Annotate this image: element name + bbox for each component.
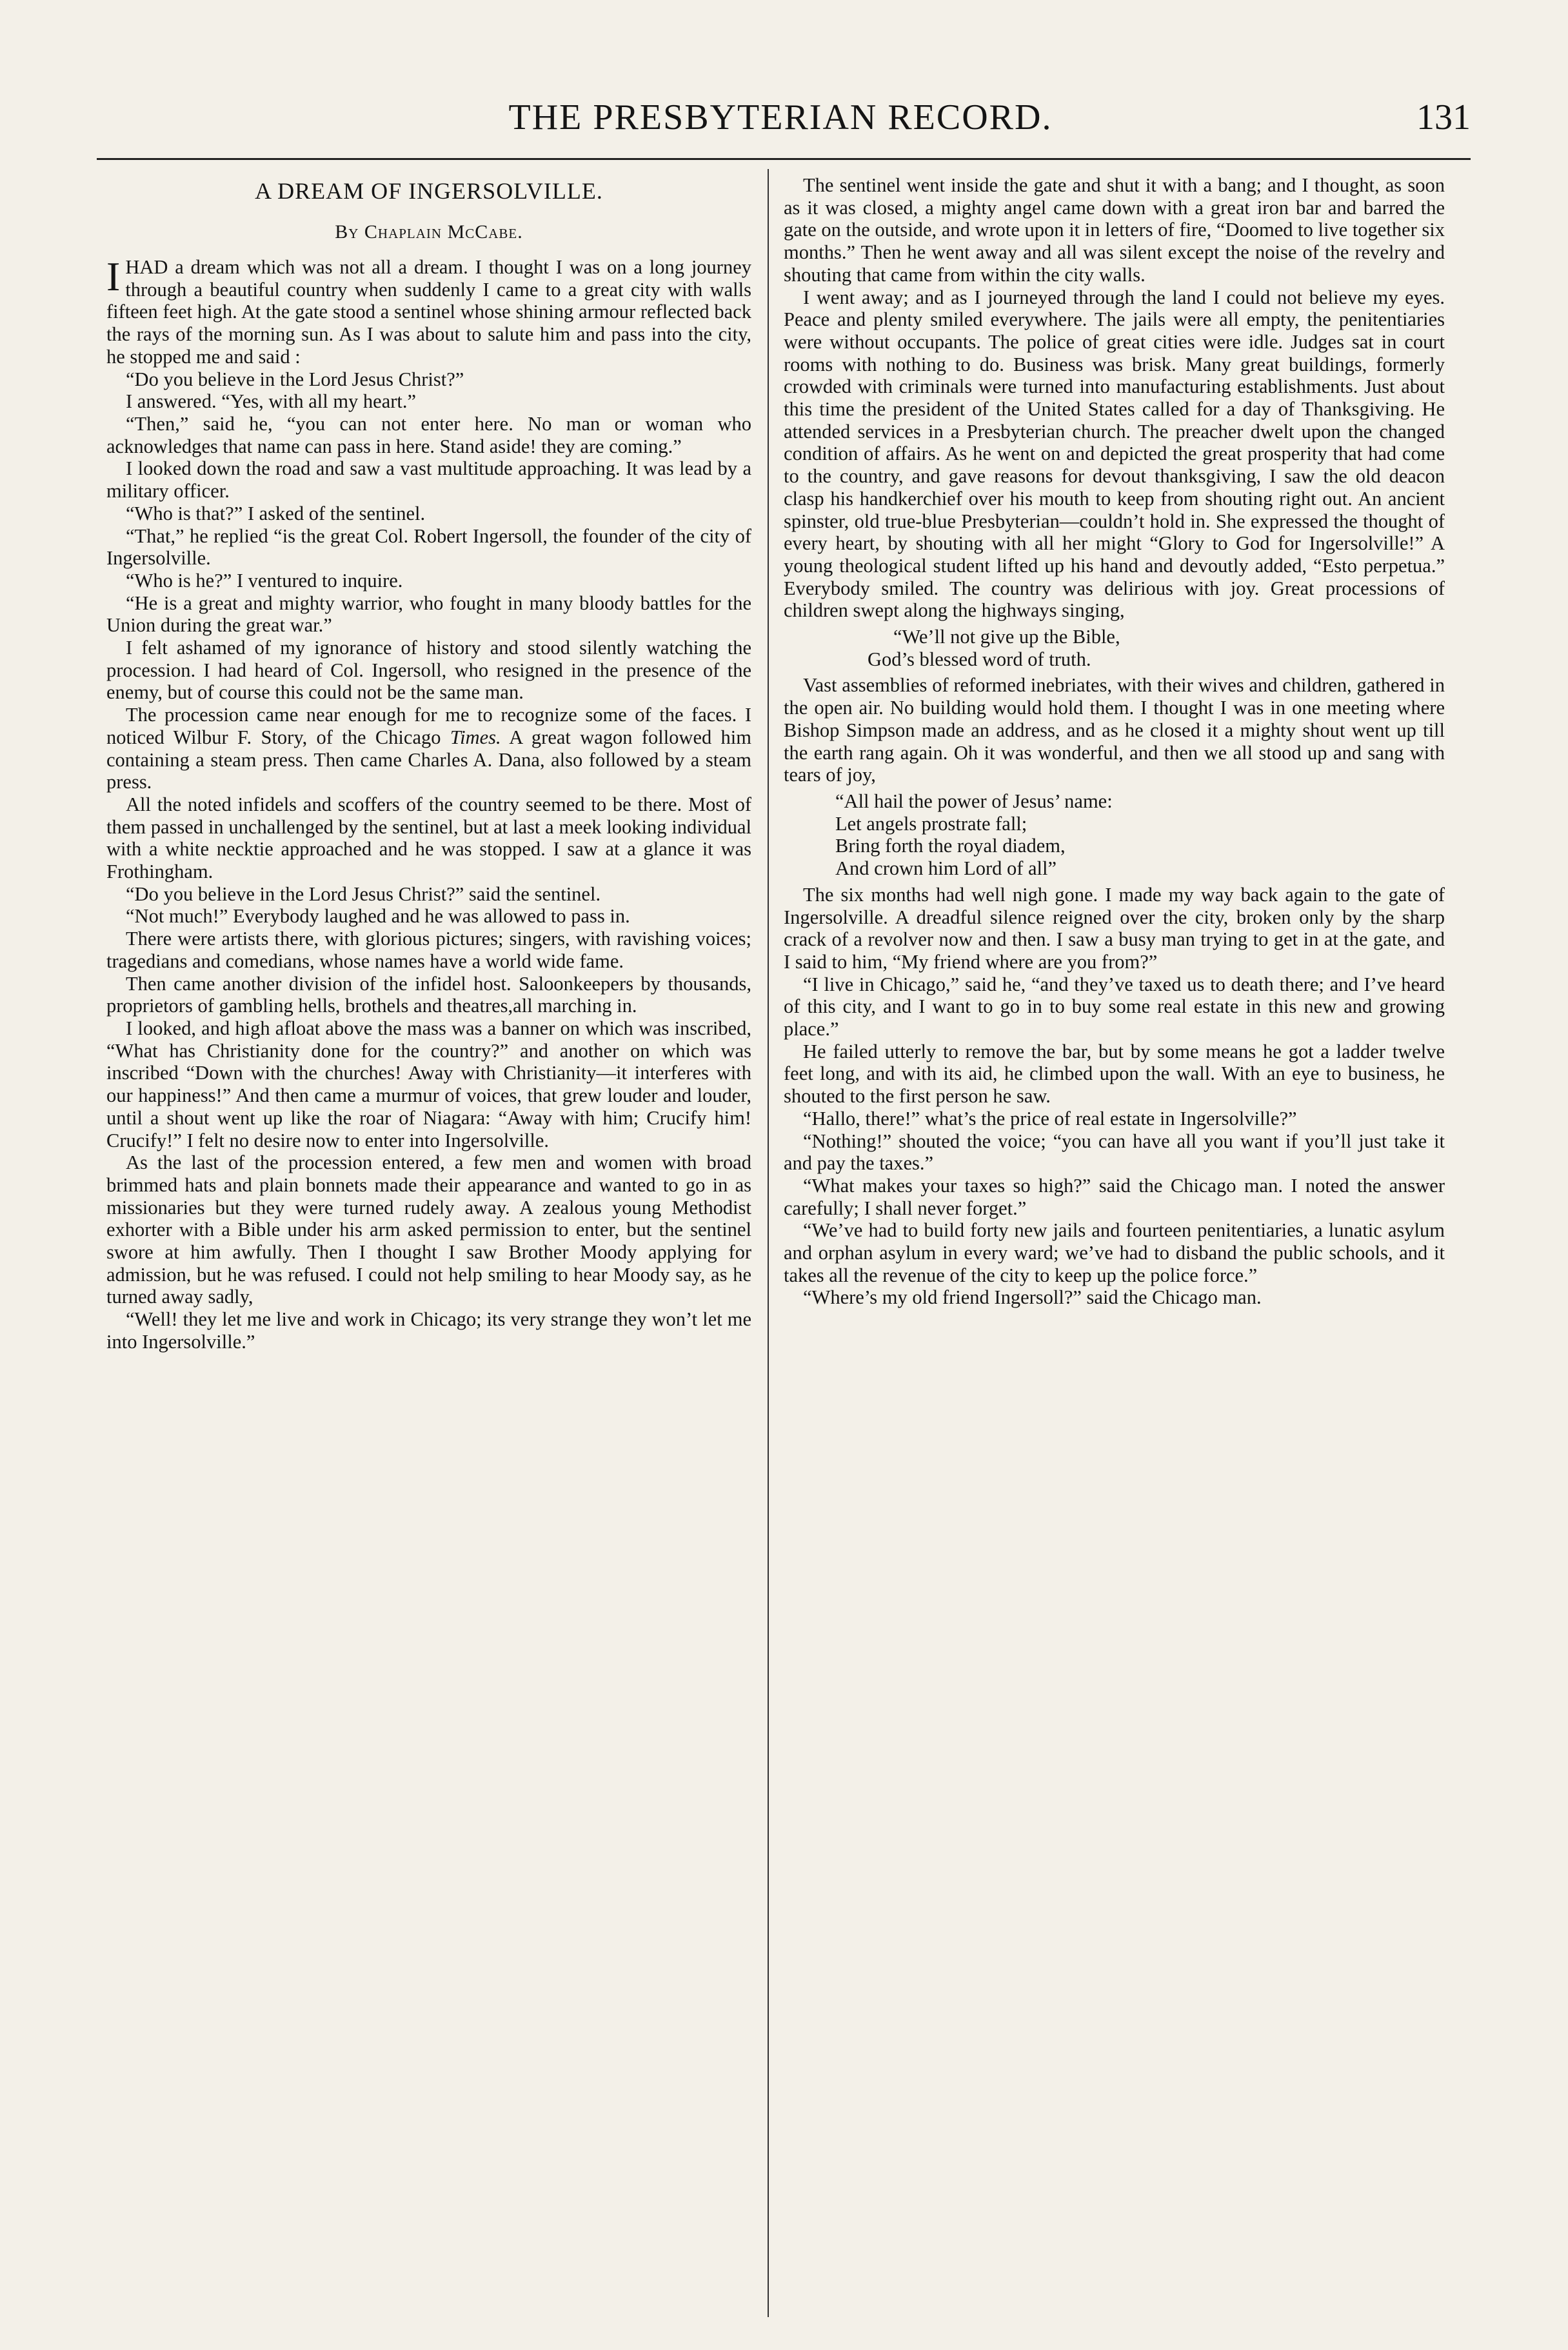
verse	[784, 790, 1445, 880]
paragraph: “He is a great and mighty warrior, who fought in many bloody battles for the Union during the great war.”	[106, 592, 751, 637]
paragraph: There were artists there, with glorious pictures; singers, with ravishing voices; tragedians and comedians, whose names have a world wide fame.	[106, 928, 751, 972]
verse-line: And crown him Lord of all”	[835, 857, 1057, 880]
article-byline: By Chaplain McCabe.	[335, 221, 523, 243]
paragraph: Vast assemblies of reformed inebriates, with their wives and children, gathered in the open air. No building would hold them. I thought I was in one meeting where Bishop Simpson made an address, and as he closed it a mighty shout went up till the earth rang again. Oh it was wonderful, and then we all stood up and sang with tears of joy,	[784, 674, 1445, 786]
paragraph: I answered. “Yes, with all my heart.”	[126, 390, 417, 413]
paragraph: “Do you believe in the Lord Jesus Christ?”	[126, 368, 464, 390]
paragraph: “What makes your taxes so high?” said the Chicago man. I noted the answer carefully; I shall never forget.”	[784, 1174, 1445, 1219]
page-header	[90, 97, 1471, 142]
paragraph: I looked down the road and saw a vast multitude approaching. It was lead by a military officer.	[106, 457, 751, 503]
paragraph: I felt ashamed of my ignorance of history and stood silently watching the procession. I had heard of Col. Ingersoll, who resigned in the presence of the enemy, but of course this could not be the same man.	[106, 637, 751, 704]
paragraph: IHAD a dream which was not all a dream. I thought I was on a long journey through a beautiful country when suddenly I came to a great city with walls fifteen feet high. At the gate stood a sentinel whose shining armour reflected back the rays of the morning sun. As I was about to salute him and pass into the city, he stopped me and said :	[106, 254, 751, 368]
drop-cap: I	[106, 254, 121, 300]
left-column	[106, 174, 751, 2316]
paragraph: As the last of the procession entered, a few men and women with broad brimmed hats and plain bonnets made their appearance and wanted to go in as missionaries but they were turned rudely away. A zealous young Methodist exhorter with a Bible under his arm asked permission to enter, but the sentinel swore at him awfully. Then I thought I saw Brother Moody applying for admission, but he was refused. I could not help smiling to hear Moody say, as he turned away sadly,	[106, 1151, 751, 1308]
paragraph: “That,” he replied “is the great Col. Robert Ingersoll, the founder of the city of Ingersolville.	[106, 524, 751, 570]
paragraph: “Well! they let me live and work in Chicago; its very strange they won’t let me into Ingersolville.”	[106, 1308, 751, 1353]
verse-line: “All hail the power of Jesus’ name:	[835, 790, 1113, 812]
paragraph: “We’ve had to build forty new jails and fourteen penitentiaries, a lunatic asylum and orphan asylum in every ward; we’ve had to disband the public schools, and it takes all the revenue of the city to keep up the police force.”	[784, 1219, 1445, 1286]
paragraph: Then came another division of the infidel host. Saloonkeepers by thousands, proprietors of gambling hells, brothels and theatres,all marching in.	[106, 972, 751, 1017]
paragraph: “Where’s my old friend Ingersoll?” said the Chicago man.	[803, 1286, 1262, 1309]
paragraph: The sentinel went inside the gate and shut it with a bang; and I thought, as soon as it was closed, a mighty angel came down with a great iron bar and barred the gate on the outside, and wrote upon it in letters of fire, “Doomed to live together six months.” Then he went away and all was silent except the noise of the revelry and shouting that came from within the city walls.	[784, 174, 1445, 286]
verse-line: Let angels prostrate fall;	[835, 812, 1027, 835]
page-number: 131	[1416, 97, 1471, 137]
right-column	[784, 174, 1445, 2316]
verse-line: “We’ll not give up the Bible,	[893, 626, 1120, 648]
paragraph: All the noted infidels and scoffers of the country seemed to be there. Most of them passed in unchallenged by the sentinel, but at last a meek looking individual with a white necktie approached and he was stopped. I saw at a glance it was Frothingham.	[106, 793, 751, 883]
verse-line: God’s blessed word of truth.	[868, 648, 1091, 670]
paragraph: “Hallo, there!” what’s the price of real estate in Ingersolville?”	[803, 1107, 1297, 1130]
paragraph: “Who is that?” I asked of the sentinel.	[126, 502, 426, 524]
header-rule	[97, 158, 1471, 160]
paragraph: “I live in Chicago,” said he, “and they’ve taxed us to death there; and I’ve heard of this city, and I want to go in to buy some real estate in this new and growing place.”	[784, 973, 1445, 1041]
paragraph: “Not much!” Everybody laughed and he was allowed to pass in.	[126, 905, 630, 928]
paragraph: The procession came near enough for me to recognize some of the faces. I noticed Wilbur F. Story, of the Chicago Times. A great wagon followed him containing a steam press. Then came Charles A. Dana, also followed by a steam press.	[106, 704, 751, 793]
paragraph: He failed utterly to remove the bar, but by some means he got a ladder twelve feet long, and with its aid, he climbed upon the wall. With an eye to business, he shouted to the first person he saw.	[784, 1040, 1445, 1108]
paragraph: I looked, and high afloat above the mass was a banner on which was inscribed, “What has Christianity done for the country?” and another on which was inscribed “Down with the churches! Away with Christianity—it interferes with our happiness!” And then came a murmur of voices, that grew louder and louder, until a shout went up like the roar of Niagara: “Away with him; Crucify him! Crucify!” I felt no desire now to enter into Ingersolville.	[106, 1017, 751, 1151]
column-divider	[768, 169, 769, 2317]
paragraph: “Then,” said he, “you can not enter here. No man or woman who acknowledges that name can pass in here. Stand aside! they are coming.”	[106, 413, 751, 457]
italic-text: Times.	[450, 726, 501, 748]
article-title: A DREAM OF INGERSOLVILLE.	[255, 178, 603, 204]
running-title: THE PRESBYTERIAN RECORD.	[508, 97, 1053, 137]
paragraph: The six months had well nigh gone. I made my way back again to the gate of Ingersolville. A dreadful silence reigned over the city, broken only by the sharp crack of a revolver now and then. I saw a busy man trying to get in at the gate, and I said to him, “My friend where are you from?”	[784, 883, 1445, 973]
paragraph: I went away; and as I journeyed through the land I could not believe my eyes. Peace and plenty smiled everywhere. The jails were all empty, the penitentiaries were without occupants. The police of great cities were idle. Judges sat in court rooms with nothing to do. Business was brisk. Many great buildings, formerly crowded with criminals were turned into manufacturing establishments. Just about this time the president of the United States called for a day of Thanksgiving. He attended services in a Presbyterian church. The preacher dwelt upon the changed condition of affairs. As he went on and depicted the great prosperity that had come to the country, and gave reasons for devout thanksgiving, I saw the old deacon clasp his handkerchief over his mouth to keep from shouting right out. An ancient spinster, old true-blue Presbyterian—couldn’t hold in. She expressed the thought of every heart, by shouting with all her might “Glory to God for Ingersolville!” A young theological student lifted up his hand and devoutly added, “Esto perpetua.” Everybody smiled. The country was delirious with joy. Great processions of children swept along the highways singing,	[784, 286, 1445, 622]
verse-line: Bring forth the royal diadem,	[835, 835, 1066, 857]
paragraph: “Nothing!” shouted the voice; “you can have all you want if you’ll just take it and pay the taxes.”	[784, 1130, 1445, 1175]
paragraph: “Who is he?” I ventured to inquire.	[126, 569, 403, 592]
verse	[784, 626, 1445, 670]
paragraph: “Do you believe in the Lord Jesus Christ?” said the sentinel.	[126, 882, 601, 905]
